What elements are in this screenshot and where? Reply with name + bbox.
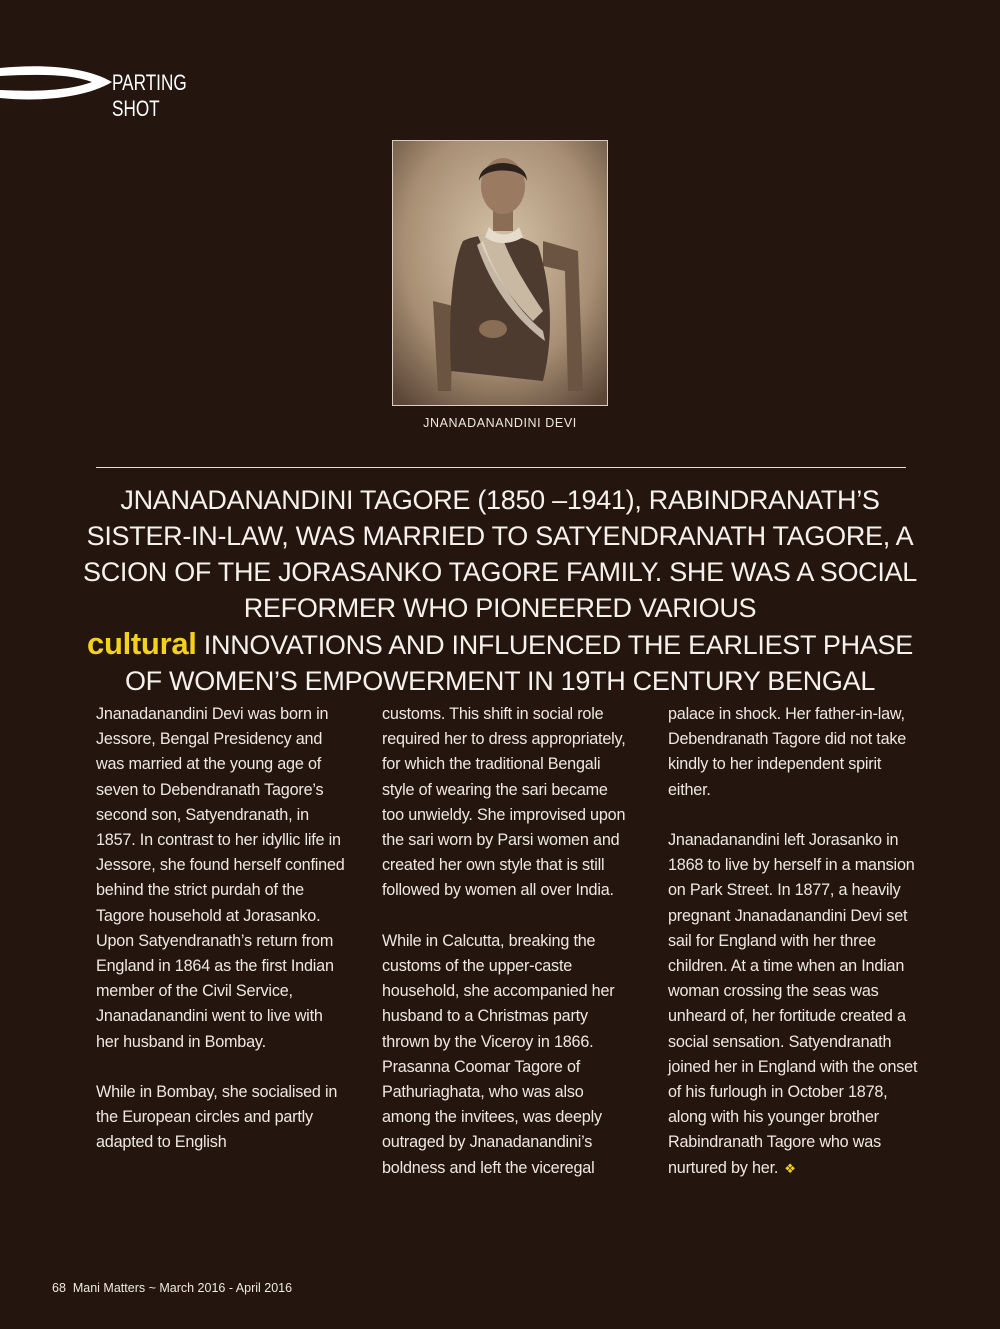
intro-deck bbox=[70, 482, 930, 699]
intro-highlight: cultural bbox=[87, 626, 197, 661]
page-number: 68 bbox=[52, 1281, 66, 1295]
paragraph: Jnanadanandini Devi was born in Jessore, Bengal Presidency and was married at the young age of seven to Debendranath Tagore’s second son, Satyendranath, in 1857. In contrast to her idyllic life in Jessore, she found herself confined behind the strict purdah of the Tagore household at Jorasanko. Upon Satyendranath’s return from England in 1864 as the first Indian member of the Civil Service, Jnanadanandini went to live with her husband in Bombay. bbox=[96, 705, 345, 1051]
section-title: PARTING SHOT bbox=[112, 70, 187, 121]
divider-rule bbox=[96, 467, 906, 468]
section-header bbox=[0, 62, 260, 121]
body-column-1 bbox=[96, 702, 346, 1156]
portrait-image bbox=[393, 141, 607, 405]
paragraph: While in Bombay, she socialised in the European circles and partly adapted to English bbox=[96, 1083, 338, 1152]
end-mark-icon: ❖ bbox=[784, 1160, 796, 1176]
paragraph: customs. This shift in social role required her to dress appropriately, for which the traditional Bengali style of wearing the sari became too unwieldy. She improvised upon the sari worn by Parsi women and created her own style that is still followed by women all over India. bbox=[382, 705, 626, 900]
paragraph: While in Calcutta, breaking the customs of the upper-caste household, she accompanied her husband to a Christmas party thrown by the Viceroy in 1866. Prasanna Coomar Tagore of Pathuriaghata, who was also among the invitees, was deeply outraged by Jnanadanandini’s boldness and left the viceregal bbox=[382, 931, 615, 1177]
paragraph-text: Jnanadanandini left Jorasanko in 1868 to live by herself in a mansion on Park Street. In 1877, a heavily pregnant Jnanadanandini Devi set sail for England with her three children. At a time when an Indian woman crossing the seas was unheard of, her fortitude created a social sensation. Satyendranath joined her in England with the onset of his furlough in October 1878, along with his younger brother Rabindranath Tagore who was nurtured by her. bbox=[668, 831, 918, 1177]
paragraph: palace in shock. Her father-in-law, Debendranath Tagore did not take kindly to her independent spirit either. bbox=[668, 705, 907, 799]
body-column-2 bbox=[382, 702, 632, 1181]
intro-text-before: JNANADANANDINI TAGORE (1850 –1941), RABINDRANATH’S SISTER-IN-LAW, WAS MARRIED TO SATYENDRANATH TAGORE, A SCION OF THE JORASANKO TAGORE FAMILY. SHE WAS A SOCIAL REFORMER WHO PIONEERED VARIOUS bbox=[82, 485, 917, 623]
photo-caption: JNANADANANDINI DEVI bbox=[423, 416, 577, 430]
swoosh-graphic bbox=[0, 62, 112, 106]
page-footer bbox=[52, 1281, 292, 1295]
publication-info: Mani Matters ~ March 2016 - April 2016 bbox=[72, 1281, 293, 1295]
body-column-3 bbox=[668, 702, 918, 1181]
paragraph-last bbox=[668, 828, 918, 1181]
portrait-photo bbox=[392, 140, 608, 406]
intro-text-after: INNOVATIONS AND INFLUENCED THE EARLIEST PHASE OF WOMEN’S EMPOWERMENT IN 19TH CENTURY BENGAL bbox=[124, 630, 913, 696]
